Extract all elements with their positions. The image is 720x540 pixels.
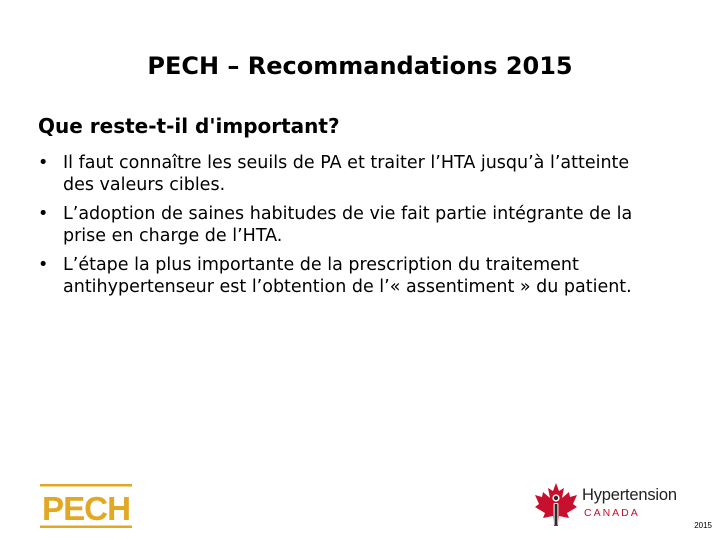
logo-country: CANADA: [584, 507, 640, 519]
pech-logo: [40, 484, 132, 528]
pech-logo-text: PECH: [42, 490, 130, 527]
hypertension-canada-logo: [532, 480, 692, 530]
logo-name: Hypertension: [582, 486, 677, 504]
slide-title: PECH – Recommandations 2015: [147, 52, 573, 80]
bullet-text: L’étape la plus importante de la prescription du traitement antihypertenseur est l’obtention de l’« assentiment » du patient.: [63, 255, 632, 297]
footer-year: 2015: [694, 521, 712, 530]
bullet-marker: •: [38, 204, 49, 224]
bullet-list: [38, 152, 658, 305]
bullet-marker: •: [38, 153, 49, 173]
bullet-text: Il faut connaître les seuils de PA et traiter l’HTA jusqu’à l’atteinte des valeurs cibles.: [63, 153, 630, 195]
bullet-text: L’adoption de saines habitudes de vie fait partie intégrante de la prise en charge de l’HTA.: [63, 204, 633, 246]
bullet-marker: •: [38, 255, 49, 275]
bullet-item: [38, 152, 658, 196]
bullet-item: [38, 254, 658, 298]
bullet-item: [38, 203, 658, 247]
slide-subheading: Que reste-t-il d'important?: [38, 114, 340, 138]
maple-leaf-icon: [532, 480, 580, 530]
